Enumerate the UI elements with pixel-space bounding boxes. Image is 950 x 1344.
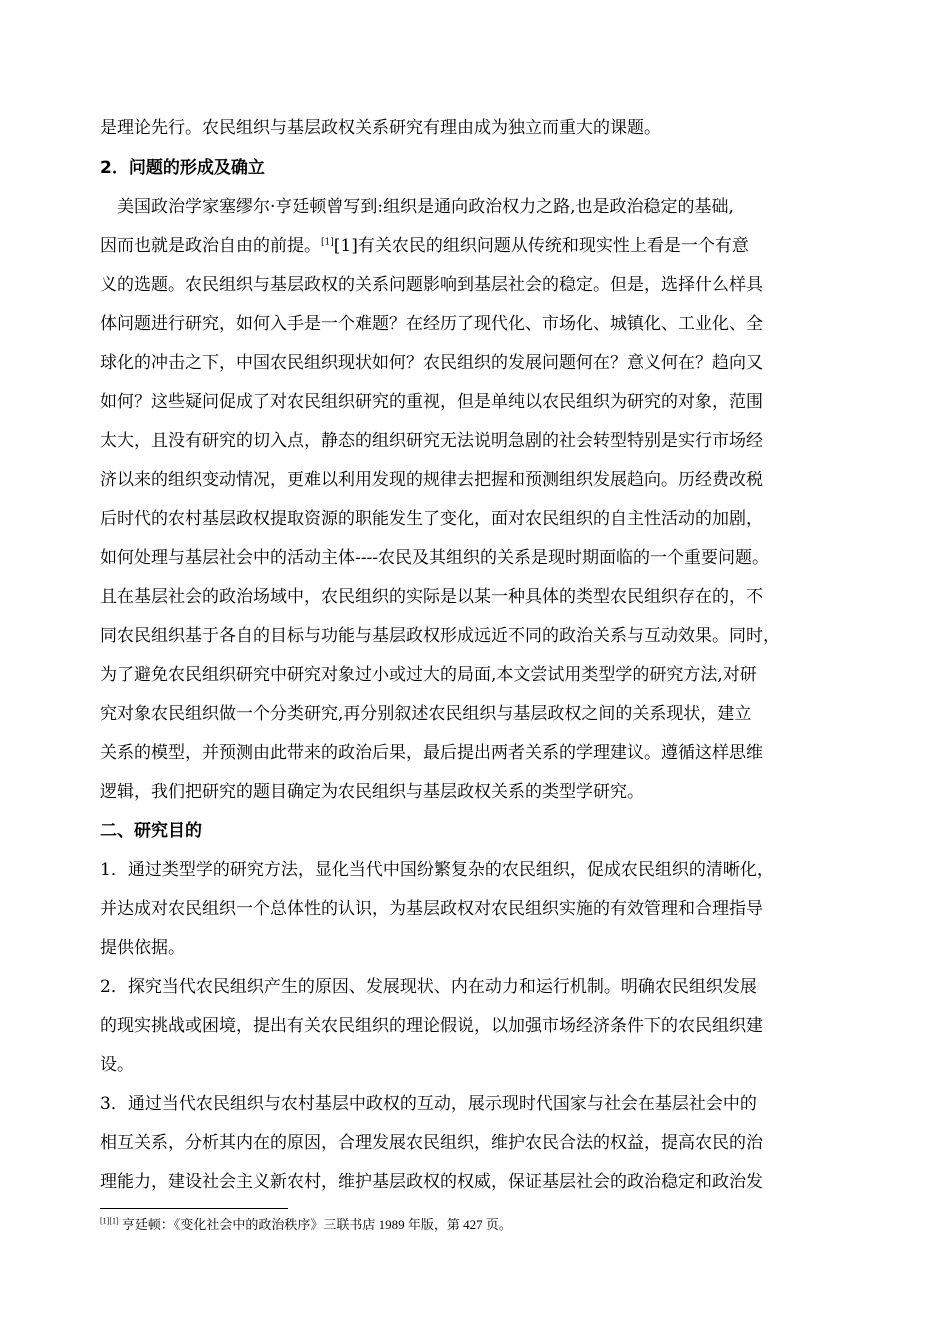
body-line: 美国政治学家塞缪尔·亨廷顿曾写到:组织是通向政治权力之路,也是政治稳定的基础,	[100, 197, 734, 217]
body-line: 1．通过类型学的研究方法，显化当代中国纷繁复杂的农民组织，促成农民组织的清晰化，	[100, 860, 774, 880]
body-line: 是理论先行。农民组织与基层政权关系研究有理由成为独立而重大的课题。	[100, 118, 661, 138]
body-line: 理能力，建设社会主义新农村，维护基层政权的权威，保证基层社会的政治稳定和政治发	[100, 1172, 763, 1192]
body-line: 3．通过当代农民组织与农村基层中政权的互动，展示现时代国家与社会在基层社会中的	[100, 1094, 757, 1114]
section-heading: 二、研究目的	[100, 821, 202, 841]
body-line: 且在基层社会的政治场域中，农民组织的实际是以某一种具体的类型农民组织存在的，不	[100, 587, 763, 607]
body-line: 究对象农民组织做一个分类研究,再分别叙述农民组织与基层政权之间的关系现状，建立	[100, 704, 752, 724]
footnote-separator	[100, 1208, 288, 1209]
body-line: 并达成对农民组织一个总体性的认识，为基层政权对农民组织实施的有效管理和合理指导	[100, 899, 763, 919]
body-line: 如何处理与基层社会中的活动主体----农民及其组织的关系是现时期面临的一个重要问题。	[100, 548, 769, 568]
body-line: 关系的模型，并预测由此带来的政治后果，最后提出两者关系的学理建议。遵循这样思维	[100, 743, 763, 763]
body-line: 后时代的农村基层政权提取资源的职能发生了变化，面对农民组织的自主性活动的加剧，	[100, 509, 763, 529]
body-line: 提供依据。	[100, 938, 185, 958]
body-line: 相互关系，分析其内在的原因，合理发展农民组织，维护农民合法的权益，提高农民的治	[100, 1133, 763, 1153]
body-line: 的现实挑战或困境，提出有关农民组织的理论假说，以加强市场经济条件下的农民组织建	[100, 1016, 763, 1036]
body-text: [1]有关农民的组织问题从传统和现实性上看是一个有意	[333, 236, 749, 256]
footnote-marker: [1][1]	[100, 1216, 119, 1226]
body-line: 逻辑，我们把研究的题目确定为农民组织与基层政权关系的类型学研究。	[100, 782, 644, 802]
body-line: 设。	[100, 1055, 134, 1075]
section-heading: 2．问题的形成及确立	[100, 158, 265, 178]
footnote	[100, 1216, 870, 1234]
body-line: 济以来的组织变动情况，更难以利用发现的规律去把握和预测组织发展趋向。历经费改税	[100, 470, 763, 490]
body-line: 为了避免农民组织研究中研究对象过小或过大的局面,本文尝试用类型学的研究方法,对研	[100, 665, 757, 685]
body-line: 同农民组织基于各自的目标与功能与基层政权形成远近不同的政治关系与互动效果。同时，	[100, 626, 780, 646]
body-line: 体问题进行研究，如何入手是一个难题？在经历了现代化、市场化、城镇化、工业化、全	[100, 314, 763, 334]
footnote-text: 亨廷顿：《变化社会中的政治秩序》三联书店 1989 年版，第 427 页。	[118, 1217, 512, 1232]
body-text: 因而也就是政治自由的前提。	[100, 236, 321, 256]
body-line: 太大，且没有研究的切入点，静态的组织研究无法说明急剧的社会转型特别是实行市场经	[100, 431, 763, 451]
footnote-marker: [1]	[321, 237, 334, 248]
body-line: 如何？这些疑问促成了对农民组织研究的重视，但是单纯以农民组织为研究的对象，范围	[100, 392, 763, 412]
body-line: 义的选题。农民组织与基层政权的关系问题影响到基层社会的稳定。但是，选择什么样具	[100, 275, 763, 295]
body-line	[100, 234, 870, 258]
body-line: 球化的冲击之下，中国农民组织现状如何？农民组织的发展问题何在？意义何在？趋向又	[100, 353, 763, 373]
body-line: 2．探究当代农民组织产生的原因、发展现状、内在动力和运行机制。明确农民组织发展	[100, 977, 757, 997]
